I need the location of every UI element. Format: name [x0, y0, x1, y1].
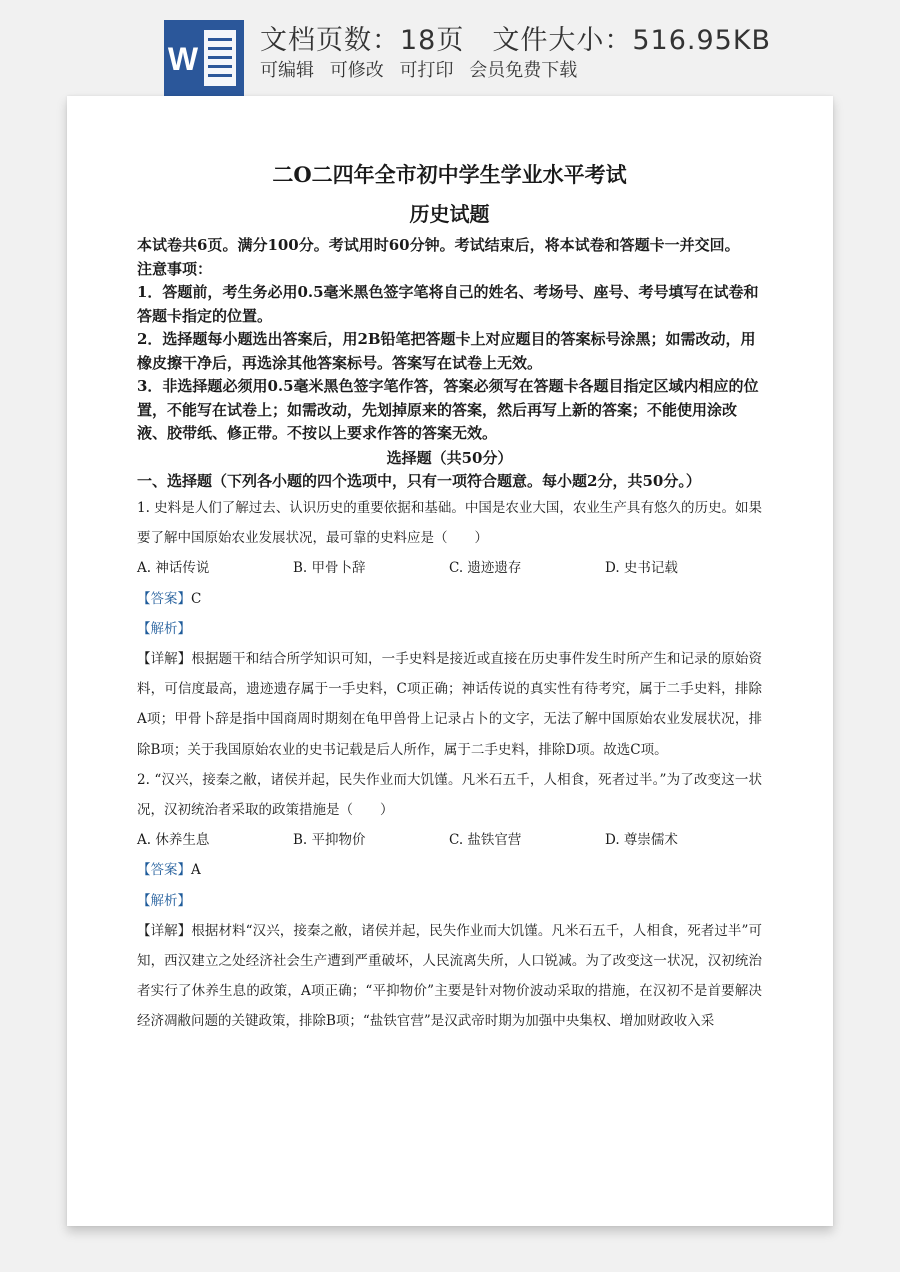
detail-tag: 【详解】	[137, 651, 192, 667]
option-c: C. 盐铁官营	[449, 832, 522, 849]
detail-paragraph	[137, 916, 762, 1037]
file-size: 文件大小：516.95KB	[492, 25, 772, 56]
exam-title: 二O二四年全市初中学生学业水平考试	[272, 162, 627, 187]
exam-intro: 本试卷共6页。满分100分。考试用时60分钟。考试结束后，将本试卷和答题卡一并交回。	[137, 236, 740, 254]
word-document-icon	[164, 20, 244, 96]
word-logo-letter: W	[167, 41, 199, 77]
feature-editable: 可编辑	[260, 60, 314, 81]
answer-line	[137, 584, 762, 614]
option-d: D. 史书记载	[605, 560, 678, 577]
download-banner	[0, 0, 900, 96]
analysis-tag: 【解析】	[137, 620, 191, 637]
notice-item: 3．非选择题必须用0.5毫米黑色签字笔作答，答案必须写在答题卡各题目指定区域内相应的位置，不能写在试卷上；如需改动，先划掉原来的答案，然后再写上新的答案；不能使用涂改液、胶带纸、修正带。不按以上要求作答的答案无效。	[137, 377, 759, 442]
notice-item: 1．答题前，考生务必用0.5毫米黑色签字笔将自己的姓名、考场号、座号、考号填写在试卷和答题卡指定的位置。	[137, 283, 759, 325]
detail-text: 根据材料“汉兴，接秦之敝，诸侯并起，民失作业而大饥馑。凡米石五千，人相食，死者过半”可知，西汉建立之处经济社会生产遭到严重破坏，人民流离失所，人口锐减。为了改变这一状况，汉初统治者实行了休养生息的政策，A项正确；“平抑物价”主要是针对物价波动采取的措施，在汉初不是首要解决经济凋敝问题的关键政策，排除B项；“盐铁官营”是汉武帝时期为加强中央集权、增加财政收入采	[137, 922, 762, 1030]
answer-value: C	[191, 590, 202, 607]
analysis-line	[137, 614, 762, 644]
word-logo-graphic	[164, 20, 244, 96]
option-a: A. 神话传说	[137, 560, 210, 577]
notice-item: 2．选择题每小题选出答案后，用2B铅笔把答题卡上对应题目的答案标号涂黑；如需改动，用橡皮擦干净后，再选涂其他答案标号。答案写在试卷上无效。	[137, 330, 756, 372]
file-info	[260, 18, 771, 57]
analysis-tag: 【解析】	[137, 892, 191, 909]
document-content	[137, 156, 762, 1037]
page-count: 文档页数：18页	[260, 25, 465, 56]
detail-paragraph	[137, 644, 762, 765]
question-stem: 1. 史料是人们了解过去、认识历史的重要依据和基础。中国是农业大国，农业生产具有悠久的历史。如果要了解中国原始农业发展状况，最可靠的史料应是（ ）	[137, 500, 762, 547]
option-d: D. 尊崇儒术	[605, 832, 678, 849]
section-title: 选择题（共50分）	[386, 448, 513, 467]
feature-printable: 可打印	[399, 60, 454, 81]
question-2	[137, 765, 762, 1037]
part-heading: 一、选择题（下列各小题的四个选项中，只有一项符合题意。每小题2分，共50分。）	[137, 471, 701, 490]
detail-tag: 【详解】	[137, 922, 192, 939]
feature-modifiable: 可修改	[329, 60, 384, 81]
question-stem: 2. “汉兴，接秦之敝，诸侯并起，民失作业而大饥馑。凡米石五千，人相食，死者过半。”为了改变这一状况，汉初统治者采取的政策措施是（ ）	[137, 771, 762, 819]
option-b: B. 甲骨卜辞	[293, 560, 366, 577]
option-list	[137, 825, 762, 855]
answer-value: A	[191, 862, 201, 879]
option-b: B. 平抑物价	[293, 832, 366, 849]
analysis-line	[137, 886, 762, 916]
detail-text: 根据题干和结合所学知识可知，一手史料是接近或直接在历史事件发生时所产生和记录的原始资料，可信度最高，遗迹遗存属于一手史料，C项正确；神话传说的真实性有待考究，属于二手史料，排除A项；甲骨卜辞是指中国商周时期刻在龟甲兽骨上记录占卜的文字，无法了解中国原始农业发展状况，排除B项；关于我国原始农业的史书记载是后人所作，属于二手史料，排除D项。故选C项。	[137, 651, 763, 758]
exam-subtitle: 历史试题	[409, 202, 490, 226]
option-list	[137, 553, 762, 583]
feature-list	[260, 56, 587, 82]
answer-tag: 【答案】	[137, 862, 191, 879]
option-a: A. 休养生息	[137, 832, 210, 849]
answer-tag: 【答案】	[137, 590, 191, 607]
document-page	[67, 96, 833, 1226]
option-c: C. 遗迹遗存	[449, 560, 522, 577]
question-1	[137, 493, 762, 765]
feature-member-download: 会员免费下载	[469, 60, 578, 81]
notice-heading: 注意事项：	[137, 259, 213, 278]
answer-line	[137, 855, 762, 885]
